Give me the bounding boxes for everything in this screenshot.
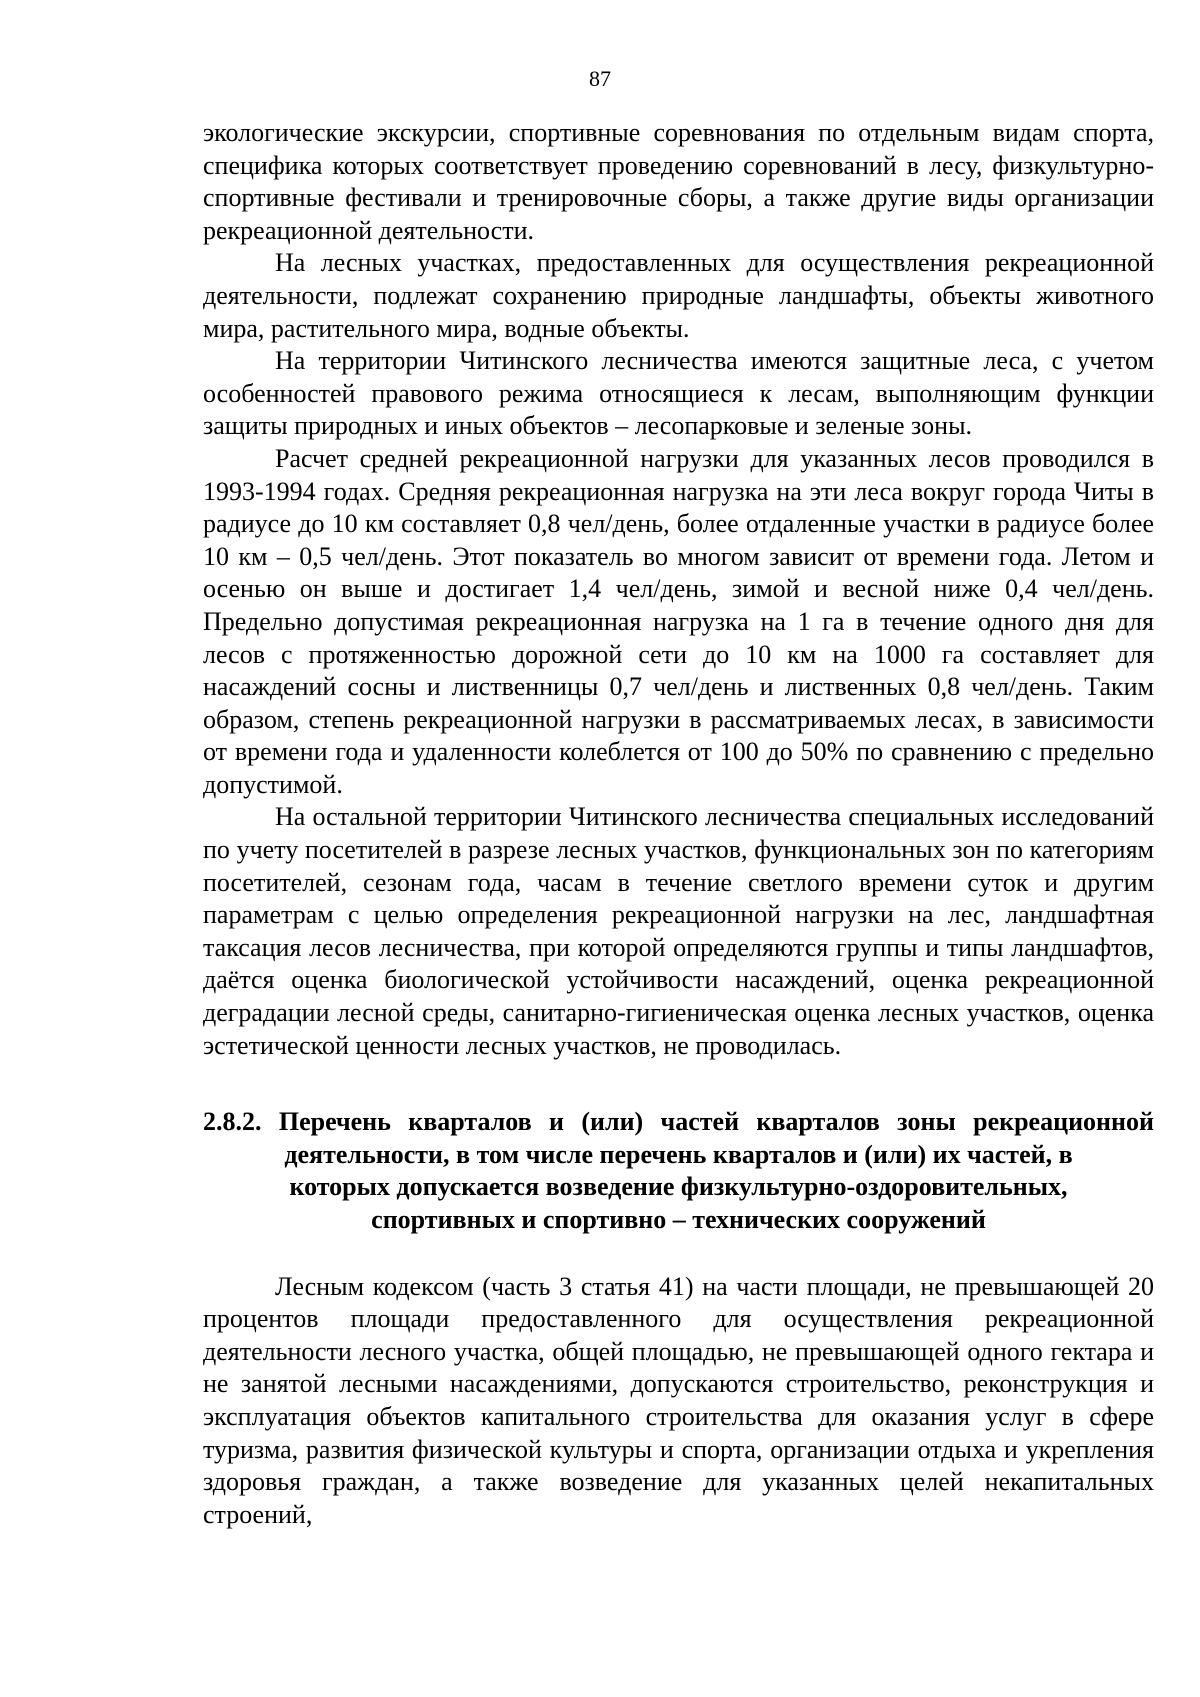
paragraph-forest-code: Лесным кодексом (часть 3 статья 41) на части площади, не превышающей 20 процентов площади предоставленного для осуществления рекреационной деятельности лесного участка, общей площадью, не превышающей одного гектара и не занятой лесными насаждениями, допускаются строительство, реконструкция и эксплуатация объектов капитального строительства для оказания услуг в сфере туризма, развития физической культуры и спорта, организации отдыха и укрепления здоровья граждан, а также возведение для указанных целей некапитальных строений, (203, 1271, 1154, 1529)
page-number: 87 (589, 66, 611, 91)
section-heading-line: 2.8.2. Перечень кварталов и (или) частей кварталов зоны рекреационной (203, 1107, 1154, 1137)
paragraph-recreational-load: Расчет средней рекреационной нагрузки для указанных лесов проводился в 1993-1994 годах. Средняя рекреационная нагрузка на эти леса вокруг города Читы в радиусе до 10 км составляет 0,8 чел/день, более отдаленные участки в радиусе более 10 км – 0,5 чел/день. Этот показатель во многом зависит от времени года. Летом и осенью он выше и достигает 1,4 чел/день, зимой и весной ниже 0,4 чел/день. Предельно допустимая рекреационная нагрузка на 1 га в течение одного дня для лесов с протяженностью дорожной сети до 10 км на 1000 га составляет для насаждений сосны и лиственницы 0,7 чел/день и лиственных 0,8 чел/день. Таким образом, степень рекреационной нагрузки в рассматриваемых лесах, в зависимости от времени года и удаленности колеблется от 100 до 50% по сравнению с предельно допустимой. (203, 443, 1154, 799)
section-heading-line: деятельности, в том числе перечень кварталов и (или) их частей, в (284, 1139, 1073, 1169)
paragraph-studies: На остальной территории Читинского лесничества специальных исследований по учету посетителей в разрезе лесных участков, функциональных зон по категориям посетителей, сезонам года, часам в течение светлого времени суток и другим параметрам с целью определения рекреационной нагрузки на лес, ландшафтная таксация лесов лесничества, при которой определяются группы и типы ландшафтов, даётся оценка биологической устойчивости насаждений, оценка рекреационной деградации лесной среды, санитарно-гигиеническая оценка лесных участков, оценка эстетической ценности лесных участков, не проводилась. (203, 802, 1154, 1060)
section-heading-line: спортивных и спортивно – технических сооружений (371, 1205, 986, 1234)
section-heading-line: которых допускается возведение физкультурно-оздоровительных, (289, 1172, 1068, 1202)
section-heading (203, 1106, 1154, 1236)
paragraph-protective-forests: На территории Читинского лесничества имеются защитные леса, с учетом особенностей правового режима относящиеся к лесам, выполняющим функции защиты природных и иных объектов – лесопарковые и зеленые зоны. (203, 346, 1154, 441)
paragraph-landscapes: На лесных участках, предоставленных для осуществления рекреационной деятельности, подлежат сохранению природные ландшафты, объекты животного мира, растительного мира, водные объекты. (203, 248, 1154, 343)
paragraph-excursions: экологические экскурсии, спортивные соревнования по отдельным видам спорта, специфика которых соответствует проведению соревнований в лесу, физкультурно-спортивные фестивали и тренировочные сборы, а также другие виды организации рекреационной деятельности. (203, 118, 1154, 245)
document-body (203, 117, 1154, 1531)
